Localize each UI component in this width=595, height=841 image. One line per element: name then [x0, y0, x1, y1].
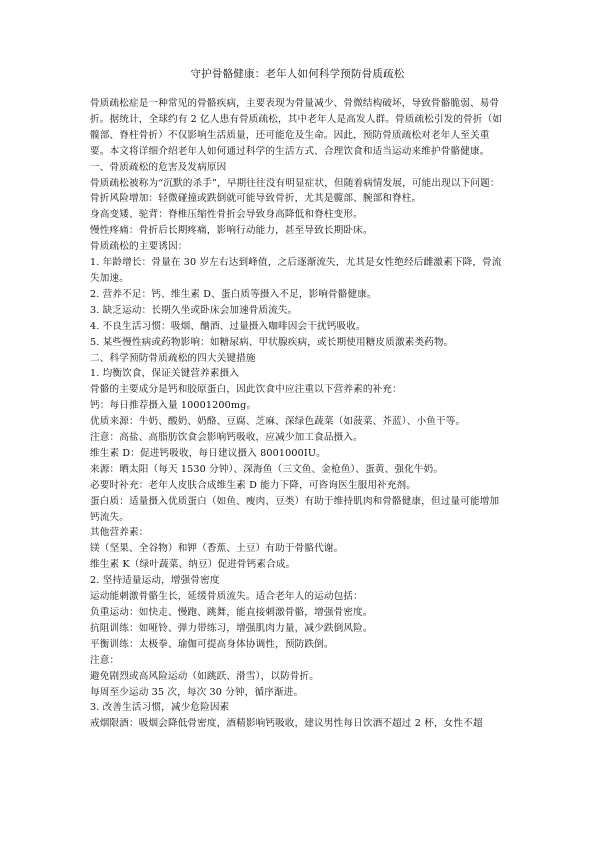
paragraph: 维生素 K（绿叶蔬菜、纳豆）促进骨钙素合成。: [90, 559, 296, 571]
list-item: 4. 不良生活习惯：吸烟、酗酒、过量摄入咖啡因会干扰钙吸收。: [90, 320, 366, 332]
list-item: 5. 某些慢性病或药物影响：如糖尿病、甲状腺疾病，或长期使用糖皮质激素类药物。: [90, 336, 454, 348]
paragraph: 身高变矮、驼背：脊椎压缩性骨折会导致身高降低和脊柱变形。: [90, 209, 363, 221]
paragraph: 运动能刺激骨骼生长，延缓骨质流失。适合老年人的运动包括：: [90, 591, 363, 603]
subsection-heading: 2. 坚持适量运动，增强骨密度: [90, 575, 220, 587]
paragraph: 注意：高盐、高脂肪饮食会影响钙吸收，应减少加工食品摄入。: [90, 432, 363, 444]
paragraph: 骨质疏松的主要诱因：: [90, 241, 188, 253]
section-heading: 一、骨质疏松的危害及发病原因: [90, 161, 227, 173]
paragraph: 负重运动：如快走、慢跑、跳舞，能直接刺激骨骼，增强骨密度。: [90, 607, 373, 618]
paragraph: 维生素 D：促进钙吸收，每日建议摄入 8001000IU。: [90, 447, 326, 459]
subsection-heading: 1. 均衡饮食，保证关键营养素摄入: [90, 368, 240, 380]
paragraph: 骨质疏松症是一种常见的骨骼疾病，主要表现为骨量减少、骨微结构破坏，导致骨骼脆弱、易骨折。据统计，全球约有 2 亿人患有骨质疏松，其中老年人是高发人群。骨质疏松引发的骨折（如髋部、脊柱骨折）不仅影响生活质量，还可能危及生命。因此，预防骨质疏松对老年人至关重要。本文将详细介绍老年人如何通过科学的生活方式、合理饮食和适当运动来维护骨骼健康。: [90, 98, 503, 157]
paragraph: 每周至少运动 35 次，每次 30 分钟，循序渐进。: [90, 686, 304, 698]
document-body: [90, 96, 508, 732]
paragraph: 镁（坚果、全谷物）和钾（香蕉、土豆）有助于骨骼代谢。: [90, 543, 344, 555]
list-item: 1. 年龄增长：骨量在 30 岁左右达到峰值，之后逐渐流失，尤其是女性绝经后雌激素下降，骨流失加速。: [90, 257, 502, 284]
paragraph: 平衡训练：太极拳、瑜伽可提高身体协调性，预防跌倒。: [90, 638, 334, 650]
paragraph: 骨折风险增加：轻微碰撞或跌倒就可能导致骨折，尤其是髋部、腕部和脊柱。: [90, 193, 422, 205]
paragraph: 蛋白质：适量摄入优质蛋白（如鱼、瘦肉、豆类）有助于维持肌肉和骨骼健康，但过量可能增加钙流失。: [90, 495, 500, 523]
paragraph: 优质来源：牛奶、酸奶、奶酪、豆腐、芝麻、深绿色蔬菜（如菠菜、芥蓝）、小鱼干等。: [90, 416, 466, 428]
list-item: 2. 营养不足：钙、维生素 D、蛋白质等摄入不足，影响骨骼健康。: [90, 288, 377, 300]
list-item: 3. 缺乏运动：长期久坐或卧床会加速骨质流失。: [90, 304, 298, 316]
section-heading: 二、科学预防骨质疏松的四大关键措施: [90, 352, 256, 364]
paragraph: 来源：晒太阳（每天 1530 分钟）、深海鱼（三文鱼、金枪鱼）、蛋黄、强化牛奶。: [90, 463, 444, 475]
paragraph: 其他营养素：: [90, 527, 149, 539]
paragraph: 注意：: [90, 654, 120, 666]
paragraph: 骨骼的主要成分是钙和胶原蛋白，因此饮食中应注重以下营养素的补充：: [90, 384, 402, 396]
paragraph: 抗阻训练：如哑铃、弹力带练习，增强肌肉力量，减少跌倒风险。: [90, 622, 373, 634]
subsection-heading: 3. 改善生活习惯，减少危险因素: [90, 702, 230, 714]
paragraph: 钙：每日推荐摄入量 10001200mg。: [90, 400, 257, 412]
paragraph: 戒烟限酒：吸烟会降低骨密度，酒精影响钙吸收，建议男性每日饮酒不超过 2 杯，女性不超: [90, 718, 483, 730]
paragraph: 必要时补充：老年人皮肤合成维生素 D 能力下降，可咨询医生服用补充剂。: [90, 479, 417, 491]
paragraph: 慢性疼痛：骨折后长期疼痛，影响行动能力，甚至导致长期卧床。: [90, 225, 373, 237]
document-title: 守护骨骼健康：老年人如何科学预防骨质疏松: [190, 68, 405, 80]
paragraph: 避免剧烈或高风险运动（如跳跃、滑雪），以防骨折。: [90, 670, 320, 682]
paragraph: 骨质疏松被称为“沉默的杀手”，早期往往没有明显症状，但随着病情发展，可能出现以下问题：: [90, 177, 500, 189]
